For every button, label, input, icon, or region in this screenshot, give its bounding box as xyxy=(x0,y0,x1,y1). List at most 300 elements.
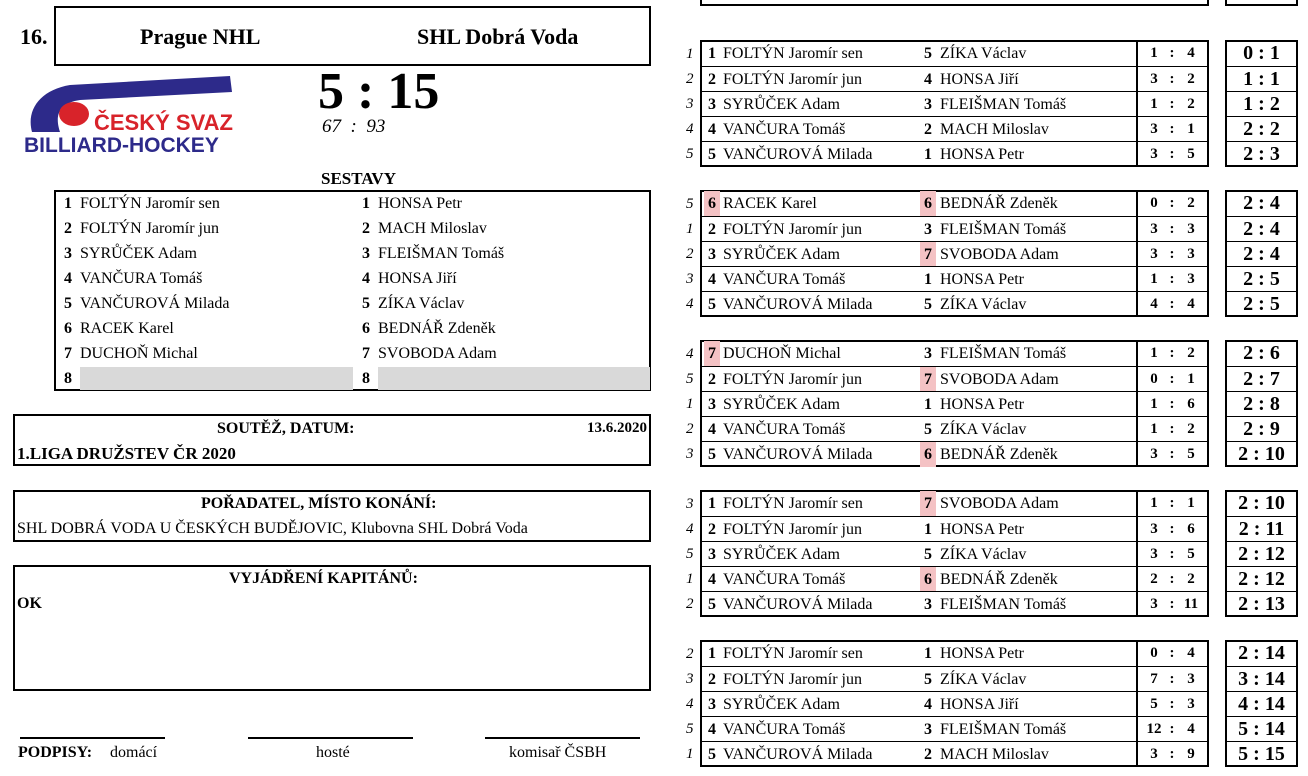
home-player-name: RACEK Karel xyxy=(723,195,817,212)
lineup-away-number: 3 xyxy=(362,245,370,262)
running-score: 5 : 15 xyxy=(1227,741,1296,767)
home-player-number: 2 xyxy=(708,521,716,538)
score-separator-icon: : xyxy=(1169,221,1175,237)
away-player-name: FLEIŠMAN Tomáš xyxy=(940,345,1067,362)
away-player-name: FLEIŠMAN Tomáš xyxy=(940,221,1067,238)
away-player-name: ZÍKA Václav xyxy=(940,421,1027,438)
home-player-number: 3 xyxy=(708,396,716,413)
home-player-number: 2 xyxy=(708,221,716,238)
away-player-name: FLEIŠMAN Tomáš xyxy=(940,721,1067,738)
match-number: 16. xyxy=(20,24,48,49)
lineup-home-player: RACEK Karel xyxy=(80,320,174,337)
away-goals: 1 xyxy=(1187,371,1195,387)
organizer-value: SHL DOBRÁ VODA U ČESKÝCH BUDĚJOVIC, Klubovna SHL Dobrá Voda xyxy=(17,520,528,537)
score-separator-icon: : xyxy=(1169,421,1175,437)
home-player-name: VANČURA Tomáš xyxy=(723,421,846,438)
table-number: 3 xyxy=(686,496,694,512)
away-goals: 3 xyxy=(1187,221,1195,237)
game-row xyxy=(702,591,1207,617)
running-score: 2 : 8 xyxy=(1227,391,1296,417)
away-player-number: 6 xyxy=(920,442,936,467)
home-goals: 4 xyxy=(1150,296,1158,312)
away-goals: 5 xyxy=(1187,546,1195,562)
signature-line-home xyxy=(20,737,165,739)
away-player-name: SVOBODA Adam xyxy=(940,246,1059,263)
signatures-label: PODPISY: xyxy=(18,744,93,761)
table-number: 4 xyxy=(686,296,694,312)
home-player-name: SYRŮČEK Adam xyxy=(723,696,840,713)
game-row xyxy=(702,216,1207,242)
lineup-away-number: 6 xyxy=(362,320,370,337)
lineup-home-player: FOLTÝN Jaromír sen xyxy=(80,195,220,212)
home-player-number: 4 xyxy=(708,421,716,438)
away-player-name: HONSA Petr xyxy=(940,396,1025,413)
away-player-name: HONSA Petr xyxy=(940,146,1025,163)
round-box xyxy=(700,640,1209,767)
score-separator-icon: : xyxy=(1169,345,1175,361)
running-score: 2 : 11 xyxy=(1227,516,1296,542)
away-player-number: 1 xyxy=(924,396,932,413)
away-goals: 6 xyxy=(1187,396,1195,412)
home-player-name: SYRŮČEK Adam xyxy=(723,396,840,413)
running-score: 2 : 4 xyxy=(1243,192,1280,214)
away-player-number: 3 xyxy=(924,345,932,362)
game-row xyxy=(702,341,1207,366)
away-player-name: HONSA Petr xyxy=(940,645,1025,662)
table-number: 1 xyxy=(686,746,694,762)
game-row xyxy=(702,416,1207,442)
lineup-away-number: 5 xyxy=(362,295,370,312)
home-player-name: FOLTÝN Jaromír jun xyxy=(723,371,862,388)
home-goals: 3 xyxy=(1150,71,1158,87)
away-player-number: 1 xyxy=(924,271,932,288)
away-player-number: 1 xyxy=(924,146,932,163)
round-box xyxy=(700,190,1209,317)
game-row xyxy=(702,41,1207,66)
away-goals: 5 xyxy=(1187,146,1195,162)
away-player-number: 2 xyxy=(924,121,932,138)
running-score: 2 : 10 xyxy=(1238,492,1285,514)
game-row xyxy=(702,391,1207,417)
lineup-away-player: HONSA Jiří xyxy=(378,270,457,287)
lineup-away-player: BEDNÁŘ Zdeněk xyxy=(378,320,496,337)
game-row xyxy=(702,716,1207,742)
home-goals: 1 xyxy=(1150,96,1158,112)
home-goals: 12 xyxy=(1146,721,1162,737)
away-goals: 3 xyxy=(1187,671,1195,687)
game-row xyxy=(702,266,1207,292)
away-goals: 6 xyxy=(1187,521,1195,537)
home-player-number: 3 xyxy=(708,696,716,713)
lineups-box xyxy=(54,190,651,391)
table-number: 4 xyxy=(686,521,694,537)
home-goals: 0 xyxy=(1150,645,1158,661)
score-separator-icon: : xyxy=(1169,296,1175,312)
lineup-away-number: 7 xyxy=(362,345,370,362)
game-row xyxy=(702,291,1207,317)
lineup-away-player: ZÍKA Václav xyxy=(378,295,465,312)
game-row xyxy=(702,516,1207,542)
away-goals: 9 xyxy=(1187,746,1195,762)
score-separator-icon: : xyxy=(1169,596,1175,612)
away-goals: 3 xyxy=(1187,246,1195,262)
running-score: 1 : 2 xyxy=(1227,91,1296,117)
score-separator-icon: : xyxy=(1169,446,1175,462)
home-goals: 1 xyxy=(1150,396,1158,412)
lineup-away-row xyxy=(354,291,651,316)
score-separator-icon: : xyxy=(1169,71,1175,87)
lineup-home-player xyxy=(80,367,353,390)
home-team-name: Prague NHL xyxy=(140,24,261,49)
away-goals: 1 xyxy=(1187,121,1195,137)
home-player-number: 5 xyxy=(708,746,716,763)
round-running-score-box xyxy=(1225,640,1298,767)
away-player-number: 7 xyxy=(920,367,936,392)
away-player-name: MACH Miloslav xyxy=(940,121,1049,138)
home-goals: 7 xyxy=(1150,671,1158,687)
away-goals: 2 xyxy=(1187,71,1195,87)
lineup-away-number: 2 xyxy=(362,220,370,237)
away-player-name: BEDNÁŘ Zdeněk xyxy=(940,571,1058,588)
lineup-home-number: 2 xyxy=(64,220,72,237)
running-score: 2 : 7 xyxy=(1227,366,1296,392)
table-number: 2 xyxy=(686,246,694,262)
table-number: 1 xyxy=(686,571,694,587)
table-number: 1 xyxy=(686,396,694,412)
lineup-home-number: 4 xyxy=(64,270,72,287)
running-score: 2 : 6 xyxy=(1243,342,1280,364)
round-running-score-box xyxy=(1225,490,1298,617)
score-separator-icon: : xyxy=(1169,371,1175,387)
running-score: 3 : 14 xyxy=(1227,666,1296,692)
home-player-number: 7 xyxy=(704,341,720,366)
lineup-home-number: 1 xyxy=(64,195,72,212)
score-separator-icon: : xyxy=(1169,696,1175,712)
home-goals: 3 xyxy=(1150,446,1158,462)
running-score: 2 : 10 xyxy=(1227,441,1296,467)
running-score: 1 : 1 xyxy=(1227,66,1296,92)
home-player-name: SYRŮČEK Adam xyxy=(723,96,840,113)
home-goals: 3 xyxy=(1150,121,1158,137)
lineup-away-player xyxy=(378,367,650,390)
home-player-number: 5 xyxy=(708,596,716,613)
home-player-number: 2 xyxy=(708,671,716,688)
captain-label: VYJÁDŘENÍ KAPITÁNŮ: xyxy=(229,570,418,587)
away-team-name: SHL Dobrá Voda xyxy=(417,24,579,49)
logo-line1: ČESKÝ SVAZ xyxy=(94,110,233,135)
round-running-score-box xyxy=(1225,40,1298,167)
home-goals: 3 xyxy=(1150,546,1158,562)
lineup-home-player: DUCHOŇ Michal xyxy=(80,345,198,362)
home-player-name: FOLTÝN Jaromír jun xyxy=(723,71,862,88)
table-number: 2 xyxy=(686,596,694,612)
lineup-home-player: FOLTÝN Jaromír jun xyxy=(80,220,219,237)
away-goals: 4 xyxy=(1187,296,1195,312)
lineup-home-row xyxy=(56,341,353,366)
home-goals: 3 xyxy=(1150,521,1158,537)
game-row xyxy=(702,566,1207,592)
csbh-logo xyxy=(20,70,240,160)
running-score: 2 : 12 xyxy=(1227,541,1296,567)
away-player-number: 2 xyxy=(924,746,932,763)
lineup-away-row xyxy=(354,341,651,366)
home-player-name: VANČUROVÁ Milada xyxy=(723,596,873,613)
away-player-number: 3 xyxy=(924,596,932,613)
away-goals: 1 xyxy=(1187,495,1195,511)
game-row xyxy=(702,91,1207,117)
home-player-number: 1 xyxy=(708,645,716,662)
away-player-name: HONSA Jiří xyxy=(940,696,1019,713)
home-goals: 1 xyxy=(1150,45,1158,61)
lineup-home-row xyxy=(56,191,353,216)
away-goals: 3 xyxy=(1187,271,1195,287)
lineup-away-row xyxy=(354,241,651,266)
away-player-number: 4 xyxy=(924,71,932,88)
away-goals: 11 xyxy=(1183,596,1199,612)
lineup-away-row xyxy=(354,191,651,216)
away-player-name: ZÍKA Václav xyxy=(940,45,1027,62)
home-player-name: FOLTÝN Jaromír jun xyxy=(723,221,862,238)
table-number: 5 xyxy=(686,146,694,162)
teams-box xyxy=(54,6,651,66)
running-score: 2 : 14 xyxy=(1238,642,1285,664)
away-player-number: 6 xyxy=(920,567,936,592)
home-player-number: 6 xyxy=(704,191,720,216)
table-number: 1 xyxy=(686,221,694,237)
away-goals: 2 xyxy=(1187,345,1195,361)
away-player-name: SVOBODA Adam xyxy=(940,495,1059,512)
home-player-number: 4 xyxy=(708,271,716,288)
score-separator-icon: : xyxy=(1169,721,1175,737)
score-separator-icon: : xyxy=(1169,96,1175,112)
away-goals: 2 xyxy=(1187,571,1195,587)
away-player-name: HONSA Jiří xyxy=(940,71,1019,88)
lineup-away-row xyxy=(354,266,651,291)
away-player-name: FLEIŠMAN Tomáš xyxy=(940,96,1067,113)
competition-date: 13.6.2020 xyxy=(587,420,647,436)
home-goals: 1 xyxy=(1150,421,1158,437)
score-separator-icon: : xyxy=(1169,495,1175,511)
final-score: 5 : 15 xyxy=(318,63,440,120)
running-score: 2 : 5 xyxy=(1227,266,1296,292)
table-number: 2 xyxy=(686,421,694,437)
away-player-number: 3 xyxy=(924,96,932,113)
home-goals: 3 xyxy=(1150,746,1158,762)
round-running-score-box xyxy=(1225,340,1298,467)
lineup-home-number: 8 xyxy=(64,370,72,387)
away-goals: 2 xyxy=(1187,195,1195,211)
game-row xyxy=(702,641,1207,666)
home-player-name: VANČURA Tomáš xyxy=(723,721,846,738)
organizer-label: POŘADATEL, MÍSTO KONÁNÍ: xyxy=(201,495,437,512)
away-player-name: ZÍKA Václav xyxy=(940,671,1027,688)
game-row xyxy=(702,691,1207,717)
home-player-number: 5 xyxy=(708,146,716,163)
running-score: 2 : 4 xyxy=(1227,241,1296,267)
home-goals: 3 xyxy=(1150,221,1158,237)
signature-line-commissioner xyxy=(485,737,640,739)
game-row xyxy=(702,666,1207,692)
lineup-home-number: 3 xyxy=(64,245,72,262)
running-score: 2 : 12 xyxy=(1227,566,1296,592)
table-number: 3 xyxy=(686,96,694,112)
away-player-number: 5 xyxy=(924,421,932,438)
away-player-number: 7 xyxy=(920,242,936,267)
score-separator-icon: : xyxy=(1169,571,1175,587)
away-goals: 4 xyxy=(1187,45,1195,61)
table-number: 1 xyxy=(686,46,694,62)
away-goals: 4 xyxy=(1187,721,1195,737)
lineup-away-number: 4 xyxy=(362,270,370,287)
competition-box xyxy=(13,414,651,466)
away-player-name: SVOBODA Adam xyxy=(940,371,1059,388)
signature-line-away xyxy=(248,737,413,739)
lineup-away-row xyxy=(354,366,651,391)
home-player-name: SYRŮČEK Adam xyxy=(723,246,840,263)
away-goals: 3 xyxy=(1187,696,1195,712)
score-separator-icon: : xyxy=(1169,546,1175,562)
home-player-number: 2 xyxy=(708,371,716,388)
signature-away-label: hosté xyxy=(316,744,350,761)
top-clipped-run-box xyxy=(1225,0,1298,6)
lineup-home-row xyxy=(56,291,353,316)
signature-home-label: domácí xyxy=(110,744,158,761)
away-player-number: 1 xyxy=(924,645,932,662)
signature-commissioner-label: komisař ČSBH xyxy=(509,744,607,761)
captain-value: OK xyxy=(17,595,42,612)
organizer-box xyxy=(13,490,651,542)
lineup-home-row xyxy=(56,316,353,341)
game-row xyxy=(702,441,1207,467)
home-player-number: 4 xyxy=(708,571,716,588)
captain-box xyxy=(13,565,651,691)
lineup-home-number: 7 xyxy=(64,345,72,362)
table-number: 5 xyxy=(686,371,694,387)
away-player-number: 3 xyxy=(924,721,932,738)
away-player-number: 5 xyxy=(924,546,932,563)
away-goals: 2 xyxy=(1187,421,1195,437)
away-player-name: MACH Miloslav xyxy=(940,746,1049,763)
table-number: 5 xyxy=(686,196,694,212)
lineups-title: SESTAVY xyxy=(321,169,396,188)
lineup-away-number: 1 xyxy=(362,195,370,212)
score-separator-icon: : xyxy=(1169,521,1175,537)
home-player-name: VANČUROVÁ Milada xyxy=(723,446,873,463)
running-score: 2 : 13 xyxy=(1227,591,1296,617)
away-player-number: 4 xyxy=(924,696,932,713)
lineup-home-number: 5 xyxy=(64,295,72,312)
home-goals: 2 xyxy=(1150,571,1158,587)
home-player-name: DUCHOŇ Michal xyxy=(723,345,841,362)
away-player-number: 7 xyxy=(920,491,936,516)
home-player-name: VANČUROVÁ Milada xyxy=(723,746,873,763)
lineup-home-row xyxy=(56,241,353,266)
game-row xyxy=(702,241,1207,267)
game-row xyxy=(702,366,1207,392)
running-score: 4 : 14 xyxy=(1227,691,1296,717)
score-separator-icon: : xyxy=(1169,396,1175,412)
table-number: 4 xyxy=(686,696,694,712)
home-player-number: 4 xyxy=(708,121,716,138)
home-goals: 3 xyxy=(1150,596,1158,612)
running-score: 2 : 5 xyxy=(1227,291,1296,317)
running-score: 2 : 4 xyxy=(1227,216,1296,242)
lineup-away-player: MACH Miloslav xyxy=(378,220,487,237)
home-player-number: 5 xyxy=(708,446,716,463)
score-separator-icon: : xyxy=(1169,746,1175,762)
logo-line2: BILLIARD-HOCKEY xyxy=(24,134,219,157)
game-row xyxy=(702,66,1207,92)
table-number: 5 xyxy=(686,546,694,562)
lineup-home-player: VANČURA Tomáš xyxy=(80,270,203,287)
home-player-name: FOLTÝN Jaromír jun xyxy=(723,521,862,538)
lineup-home-player: SYRŮČEK Adam xyxy=(80,245,197,262)
home-goals: 0 xyxy=(1150,195,1158,211)
lineup-home-player: VANČUROVÁ Milada xyxy=(80,295,230,312)
round-box xyxy=(700,490,1209,617)
home-goals: 3 xyxy=(1150,146,1158,162)
home-player-number: 2 xyxy=(708,71,716,88)
table-number: 2 xyxy=(686,71,694,87)
score-separator-icon: : xyxy=(1169,246,1175,262)
home-player-number: 3 xyxy=(708,246,716,263)
away-goals: 4 xyxy=(1187,645,1195,661)
lineup-home-row xyxy=(56,216,353,241)
table-number: 4 xyxy=(686,121,694,137)
away-player-number: 5 xyxy=(924,45,932,62)
home-player-name: FOLTÝN Jaromír jun xyxy=(723,671,862,688)
home-goals: 1 xyxy=(1150,495,1158,511)
home-player-name: VANČURA Tomáš xyxy=(723,271,846,288)
running-score: 2 : 9 xyxy=(1227,416,1296,442)
home-player-name: FOLTÝN Jaromír sen xyxy=(723,645,863,662)
away-player-name: ZÍKA Václav xyxy=(940,546,1027,563)
top-clipped-box xyxy=(700,0,1209,6)
home-goals: 0 xyxy=(1150,371,1158,387)
table-number: 3 xyxy=(686,446,694,462)
home-goals: 1 xyxy=(1150,345,1158,361)
away-player-name: FLEIŠMAN Tomáš xyxy=(940,596,1067,613)
home-player-number: 5 xyxy=(708,296,716,313)
competition-name: 1.LIGA DRUŽSTEV ČR 2020 xyxy=(17,444,236,463)
running-score: 2 : 3 xyxy=(1227,141,1296,167)
away-player-number: 6 xyxy=(920,191,936,216)
lineup-away-number: 8 xyxy=(362,370,370,387)
away-player-name: ZÍKA Václav xyxy=(940,296,1027,313)
home-player-name: VANČURA Tomáš xyxy=(723,121,846,138)
game-row xyxy=(702,741,1207,767)
lineup-away-row xyxy=(354,216,651,241)
home-player-number: 4 xyxy=(708,721,716,738)
game-row xyxy=(702,191,1207,216)
away-player-name: HONSA Petr xyxy=(940,521,1025,538)
home-player-name: SYRŮČEK Adam xyxy=(723,546,840,563)
total-points: 67 : 93 xyxy=(322,116,386,137)
lineup-away-player: SVOBODA Adam xyxy=(378,345,497,362)
away-goals: 5 xyxy=(1187,446,1195,462)
running-score: 0 : 1 xyxy=(1243,42,1280,64)
home-player-number: 1 xyxy=(708,45,716,62)
lineup-home-row xyxy=(56,266,353,291)
lineup-away-player: FLEIŠMAN Tomáš xyxy=(378,245,505,262)
away-player-number: 5 xyxy=(924,296,932,313)
score-separator-icon: : xyxy=(1169,271,1175,287)
away-goals: 2 xyxy=(1187,96,1195,112)
away-player-number: 3 xyxy=(924,221,932,238)
home-player-name: VANČURA Tomáš xyxy=(723,571,846,588)
score-separator-icon: : xyxy=(1169,146,1175,162)
away-player-name: BEDNÁŘ Zdeněk xyxy=(940,195,1058,212)
